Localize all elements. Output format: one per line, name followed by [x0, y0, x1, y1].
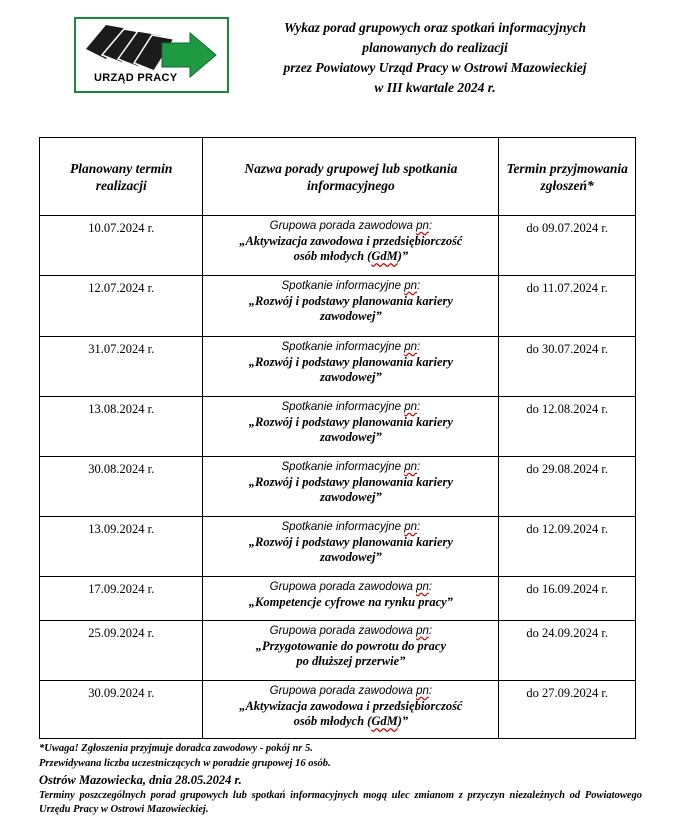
row-deadline: do 24.09.2024 r.: [499, 621, 636, 681]
row-session: Grupowa porada zawodowa pn: „Aktywizacja zawodowa i przedsiębiorczość osób młodych (GdM)”: [203, 216, 499, 276]
row-date: 10.07.2024 r.: [40, 216, 203, 276]
row-session: Grupowa porada zawodowa pn: „Kompetencje cyfrowe na rynku pracy”: [203, 577, 499, 621]
row-date: 30.09.2024 r.: [40, 681, 203, 739]
document-heading: [250, 18, 620, 98]
table-row: [40, 397, 636, 457]
table-header-row: [40, 138, 636, 216]
header-session-name: Nazwa porady grupowej lub spotkania informacyjnego: [203, 138, 499, 216]
table-row: [40, 577, 636, 621]
row-date: 12.07.2024 r.: [40, 276, 203, 337]
row-deadline: do 11.07.2024 r.: [499, 276, 636, 337]
row-session: Grupowa porada zawodowa pn: „Aktywizacja zawodowa i przedsiębiorczość osób młodych (GdM)”: [203, 681, 499, 739]
row-date: 30.08.2024 r.: [40, 457, 203, 517]
row-date: 13.08.2024 r.: [40, 397, 203, 457]
table-row: [40, 337, 636, 397]
header-deadline: Termin przyjmowania zgłoszeń*: [499, 138, 636, 216]
header-planned-date: Planowany termin realizacji: [40, 138, 203, 216]
table-row: [40, 681, 636, 739]
note-contact: *Uwaga! Zgłoszenia przyjmuje doradca zawodowy - pokój nr 5.: [39, 743, 313, 754]
table-row: [40, 517, 636, 577]
footer-notes: [39, 741, 642, 817]
note-participants: Przewidywana liczba uczestniczących w poradzie grupowej 16 osób.: [39, 758, 331, 769]
row-date: 13.09.2024 r.: [40, 517, 203, 577]
table-row: [40, 621, 636, 681]
row-deadline: do 12.08.2024 r.: [499, 397, 636, 457]
table-row: [40, 276, 636, 337]
table-row: [40, 457, 636, 517]
schedule-table: [39, 137, 636, 739]
row-date: 31.07.2024 r.: [40, 337, 203, 397]
row-session: Spotkanie informacyjne pn: „Rozwój i podstawy planowania kariery zawodowej”: [203, 457, 499, 517]
place-date: Ostrów Mazowiecka, dnia 28.05.2024 r.: [39, 773, 242, 787]
row-deadline: do 16.09.2024 r.: [499, 577, 636, 621]
row-deadline: do 27.09.2024 r.: [499, 681, 636, 739]
urzad-pracy-logo: [74, 17, 229, 93]
row-session: Spotkanie informacyjne pn: „Rozwój i podstawy planowania kariery zawodowej”: [203, 517, 499, 577]
note-disclaimer: Terminy poszczególnych porad grupowych lub spotkań informacyjnych mogą ulec zmianom z przyczyn niezależnych od Powiatowego Urzędu Pracy w Ostrowi Mazowieckiej.: [39, 790, 642, 815]
heading-line: w III kwartale 2024 r.: [374, 80, 496, 95]
logo-text: URZĄD PRACY: [94, 72, 178, 84]
row-session: Grupowa porada zawodowa pn: „Przygotowanie do powrotu do pracy po dłuższej przerwie”: [203, 621, 499, 681]
heading-line: planowanych do realizacji: [362, 40, 508, 55]
row-date: 17.09.2024 r.: [40, 577, 203, 621]
row-session: Spotkanie informacyjne pn: „Rozwój i podstawy planowania kariery zawodowej”: [203, 337, 499, 397]
heading-line: przez Powiatowy Urząd Pracy w Ostrowi Mazowieckiej: [283, 60, 587, 75]
row-session: Spotkanie informacyjne pn: „Rozwój i podstawy planowania kariery zawodowej”: [203, 397, 499, 457]
row-date: 25.09.2024 r.: [40, 621, 203, 681]
row-session: Spotkanie informacyjne pn: „Rozwój i podstawy planowania kariery zawodowej”: [203, 276, 499, 337]
row-deadline: do 30.07.2024 r.: [499, 337, 636, 397]
row-deadline: do 12.09.2024 r.: [499, 517, 636, 577]
heading-line: Wykaz porad grupowych oraz spotkań informacyjnych: [284, 20, 586, 35]
row-deadline: do 29.08.2024 r.: [499, 457, 636, 517]
row-deadline: do 09.07.2024 r.: [499, 216, 636, 276]
table-row: [40, 216, 636, 276]
